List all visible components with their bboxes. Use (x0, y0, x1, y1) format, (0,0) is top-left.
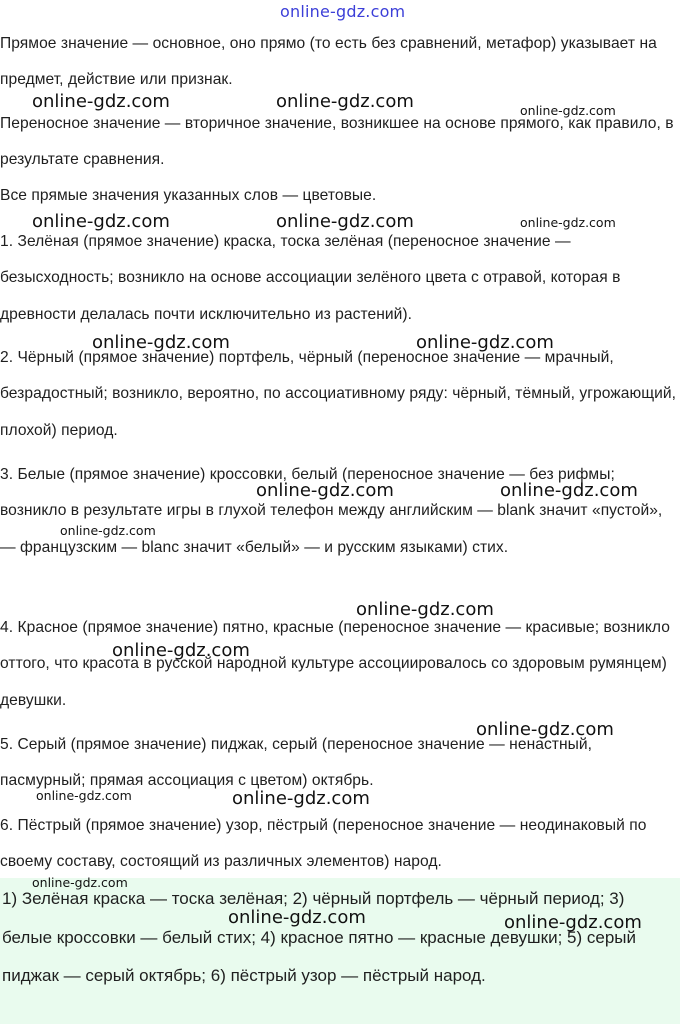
paragraph-item-3: 3. Белые (прямое значение) кроссовки, белый (переносное значение — без рифмы; возникло в результате игры в глухой телефон между английским — blank значит «пустой», — французским — blanc значит «белый» — и русским языками) стих. (0, 466, 663, 556)
watermark: online-gdz.com (112, 640, 250, 661)
paragraph-direct-meaning: Прямое значение — основное, оно прямо (то есть без сравнений, метафор) указывает на предмет, действие или признак. (0, 35, 657, 89)
watermark: online-gdz.com (276, 211, 414, 232)
watermark: online-gdz.com (416, 332, 554, 353)
watermark: online-gdz.com (92, 332, 230, 353)
site-title-watermark: online-gdz.com (280, 2, 406, 21)
watermark: online-gdz.com (520, 103, 616, 118)
paragraph-item-1: 1. Зелёная (прямое значение) краска, тоска зелёная (переносное значение — безысходность; возникло на основе ассоциации зелёного цвета с отравой, которая в древности делалась почти исключительно из растений). (0, 233, 621, 323)
watermark: online-gdz.com (504, 912, 642, 933)
watermark: online-gdz.com (256, 480, 394, 501)
watermark: online-gdz.com (36, 788, 132, 803)
paragraph-item-6: 6. Пёстрый (прямое значение) узор, пёстрый (переносное значение — неодинаковый по своему составу, состоящий из различных элементов) народ. (0, 817, 647, 871)
paragraph-color-note: Все прямые значения указанных слов — цветовые. (0, 187, 377, 204)
watermark: online-gdz.com (476, 719, 614, 740)
watermark: online-gdz.com (520, 215, 616, 230)
paragraph-item-4: 4. Красное (прямое значение) пятно, красные (переносное значение — красивые; возникло оттого, что красота в русской народной культуре ассоциировалось со здоровым румянцем) девушки. (0, 619, 670, 709)
paragraph-item-5: 5. Серый (прямое значение) пиджак, серый (переносное значение — ненастный, пасмурный; прямая ассоциация с цветом) октябрь. (0, 736, 593, 790)
watermark: online-gdz.com (276, 91, 414, 112)
paragraph-figurative-meaning: Переносное значение — вторичное значение, возникшее на основе прямого, как правило, в результате сравнения. (0, 115, 674, 169)
watermark: online-gdz.com (232, 788, 370, 809)
watermark: online-gdz.com (32, 91, 170, 112)
watermark: online-gdz.com (228, 907, 366, 928)
watermark: online-gdz.com (60, 523, 156, 538)
watermark: online-gdz.com (32, 211, 170, 232)
watermark: online-gdz.com (356, 599, 494, 620)
answer-text: 1) Зелёная краска — тоска зелёная; 2) чёрный портфель — чёрный период; 3) белые кроссовки — белый стих; 4) красное пятно — красные девушки; 5) серый пиджак — серый октябрь; 6) пёстрый узор — пёстрый народ. (2, 889, 637, 985)
watermark: online-gdz.com (500, 480, 638, 501)
paragraph-item-2: 2. Чёрный (прямое значение) портфель, чёрный (переносное значение — мрачный, безрадостный; возникло, вероятно, по ассоциативному ряду: чёрный, тёмный, угрожающий, плохой) период. (0, 349, 676, 439)
watermark: online-gdz.com (32, 875, 128, 890)
